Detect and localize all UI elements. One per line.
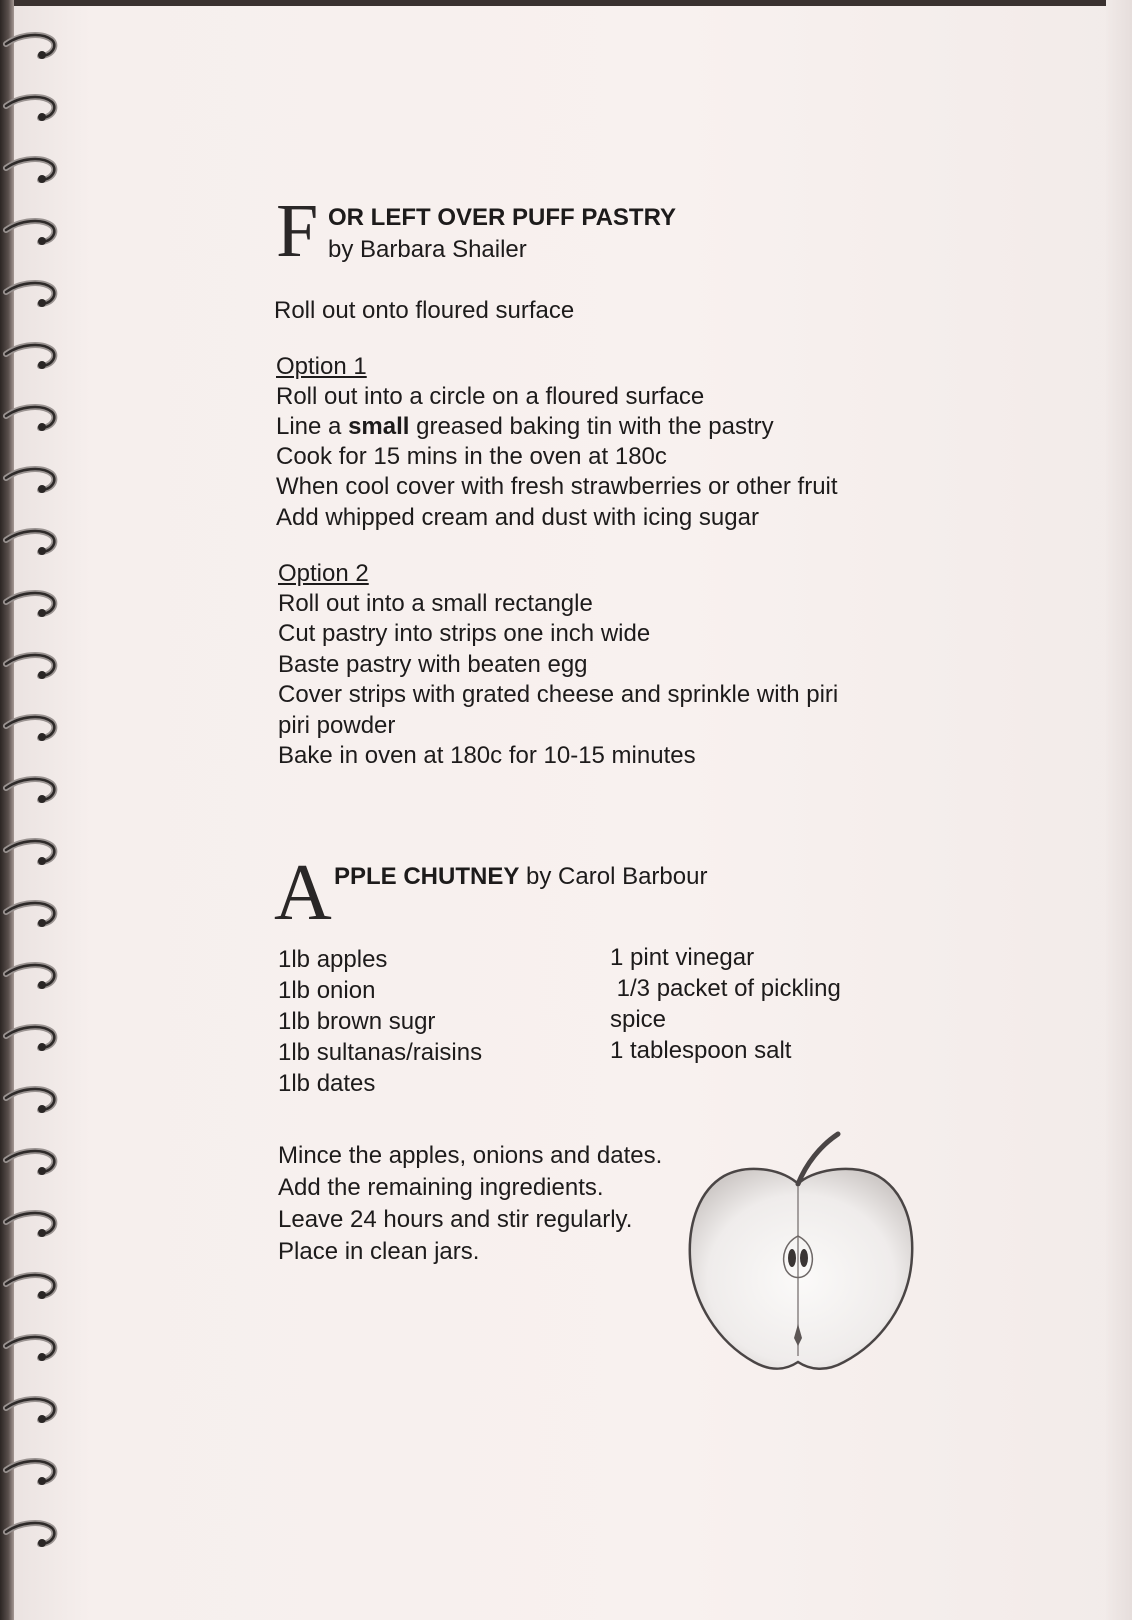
apple-half-icon (686, 1124, 920, 1374)
ingredient-right-1: 1 pint vinegar (610, 944, 755, 971)
ingredient-right-3: spice (610, 1006, 667, 1033)
recipe1-title: OR LEFT OVER PUFF PASTRY (328, 204, 677, 231)
option1-heading: Option 1 (276, 353, 367, 380)
option2-heading: Option 2 (278, 560, 369, 587)
recipe1-dropcap: F (276, 189, 319, 273)
option2-line6: Bake in oven at 180c for 10-15 minutes (278, 742, 696, 769)
option2-line3: Baste pastry with beaten egg (278, 651, 588, 678)
option2-line2: Cut pastry into strips one inch wide (278, 620, 651, 647)
ingredient-left-1: 1lb apples (278, 946, 388, 973)
method-line-2: Add the remaining ingredients. (278, 1174, 604, 1201)
recipe2-title: PPLE CHUTNEY (334, 863, 520, 890)
ingredient-right-4: 1 tablespoon salt (610, 1037, 792, 1064)
ingredient-left-3: 1lb brown sugr (278, 1008, 436, 1035)
ingredient-left-4: 1lb sultanas/raisins (278, 1039, 483, 1066)
ingredient-left-5: 1lb dates (278, 1070, 376, 1097)
recipe1-author: by Barbara Shailer (328, 236, 527, 263)
ingredient-right-2: 1/3 packet of pickling (610, 975, 841, 1002)
recipe2-dropcap: A (274, 849, 332, 937)
method-line-4: Place in clean jars. (278, 1238, 480, 1265)
ingredient-left-2: 1lb onion (278, 977, 376, 1004)
recipe1-intro: Roll out onto floured surface (274, 297, 575, 324)
method-line-3: Leave 24 hours and stir regularly. (278, 1206, 633, 1233)
option2-line4: Cover strips with grated cheese and sprinkle with piri (278, 681, 839, 708)
option1-line3: Cook for 15 mins in the oven at 180c (276, 443, 667, 470)
option1-line5: Add whipped cream and dust with icing sugar (276, 504, 759, 531)
option2-line1: Roll out into a small rectangle (278, 590, 593, 617)
option1-line2-prefix: Line a (276, 413, 349, 440)
option1-line4: When cool cover with fresh strawberries or other fruit (276, 473, 838, 500)
recipe2-author: by Carol Barbour (526, 863, 708, 890)
option1-line2-suffix: greased baking tin with the pastry (409, 413, 774, 440)
option2-line5: piri powder (278, 712, 396, 739)
option1-line2 (276, 413, 774, 441)
option1-line2-bold: small (348, 413, 410, 440)
option1-line1: Roll out into a circle on a floured surface (276, 383, 705, 410)
recipe2-title-line (334, 863, 707, 891)
method-line-1: Mince the apples, onions and dates. (278, 1142, 663, 1169)
